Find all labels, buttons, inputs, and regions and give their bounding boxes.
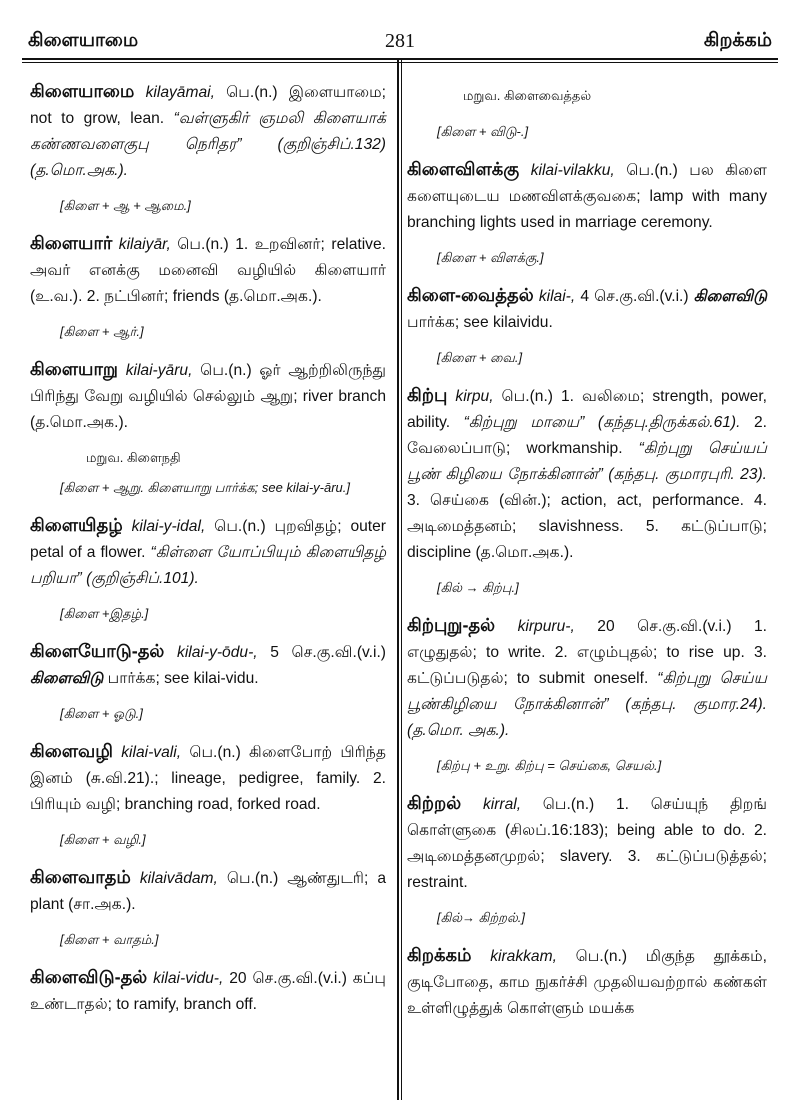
headword: கிற்புறு-தல் <box>407 615 496 635</box>
transliteration: kilai-yāru, <box>125 362 193 379</box>
dictionary-entry <box>30 964 386 1018</box>
definition: பெ.(n.) 1. உறவினர்; relative. அவர் எனக்கு மனைவி வழியில் கிளையார் (உ.வ.). 2. நட்பினர்; friends (த.மொ.அக.). <box>30 236 386 305</box>
definition: பெ.(n.) ஆண்துடரி; a plant (சா.அக.). <box>30 870 386 913</box>
etymology: [கிளை + விளக்கு.] <box>437 250 544 265</box>
synonym-note: மறுவ. கிளைவைத்தல் <box>463 88 592 103</box>
etymology: [கில்→ கிற்றல்.] <box>437 910 526 925</box>
etymology: [கிளை + வாதம்.] <box>60 932 159 947</box>
dictionary-entry <box>30 230 386 310</box>
dictionary-entry <box>30 78 386 184</box>
dictionary-entry <box>407 282 767 336</box>
definition-part: 2. வேலைப்பாடு; workmanship. <box>407 414 768 457</box>
headword: கிளையோடு-தல் <box>30 641 165 661</box>
dictionary-entry <box>30 512 386 592</box>
left-column <box>30 78 386 1028</box>
definition: பெ.(n.) ஓர் ஆற்றிலிருந்து பிரிந்து வேறு வழியில் செல்லும் ஆறு; river branch (த.மொ.அக.). <box>30 362 386 431</box>
dictionary-entry <box>407 612 767 744</box>
headword: கிளையாறு <box>30 359 118 379</box>
etymology: [கில் → கிற்பு.] <box>437 580 519 595</box>
transliteration: kirpu, <box>455 388 494 405</box>
transliteration: kilayāmai, <box>145 84 215 101</box>
definition-tail: பார்க்க; see kilaividu. <box>407 314 553 331</box>
definition: 4 செ.கு.வி.(v.i.) <box>575 288 694 305</box>
column-divider <box>397 60 399 1100</box>
right-column <box>407 78 767 1032</box>
etymology: [கிளை +இதழ்.] <box>60 606 149 621</box>
transliteration: kilaiyār, <box>118 236 171 253</box>
dictionary-entry <box>30 864 386 918</box>
cross-reference: கிளைவிடு <box>693 288 767 305</box>
transliteration: kilai-vilakku, <box>530 162 615 179</box>
transliteration: kirral, <box>482 796 522 813</box>
header-right-guide-word: கிறக்கம் <box>703 30 772 51</box>
headword: கிளைவாதம் <box>30 867 131 887</box>
transliteration: kirakkam, <box>490 948 557 965</box>
transliteration: kilai-vidu-, <box>153 970 224 987</box>
etymology: [கிளை + ஆர்.] <box>60 324 144 339</box>
dictionary-entry <box>407 382 767 566</box>
headword: கிற்பு <box>407 385 448 405</box>
header-rule-thin <box>22 62 778 63</box>
headword: கிறக்கம் <box>407 945 472 965</box>
cross-reference: கிளைவிடு <box>30 670 104 687</box>
definition: பெ.(n.) கிளைபோற் பிரிந்த இனம் (சு.வி.21).; lineage, pedigree, family. 2. பிரியும் வழி; branching road, forked road. <box>30 744 386 813</box>
header-rule <box>22 58 778 60</box>
etymology: [கிளை + ஆ + ஆமை.] <box>60 198 191 213</box>
definition: பெ.(n.) பல கிளை களையுடைய மணவிளக்குவகை; lamp with many branching lights used in marriage ceremony. <box>407 162 767 231</box>
transliteration: kilai-, <box>538 288 576 305</box>
etymology: [கிளை + ஓடு.] <box>60 706 143 721</box>
citation-quote: “வள்ளுகிர் ஞமலி கிளையாக் கண்ணவளைகுபு நெரிதர” (குறிஞ்சிப்.132) (த.மொ.அக.). <box>30 110 386 179</box>
definition: பெ.(n.) 1. செய்யுந் திறங் கொள்ளுகை (சிலப்.16:183); being able to do. 2. அடிமைத்தனமுறல்; slavery. 3. கட்டுப்படுத்தல்; restraint. <box>407 796 767 891</box>
headword: கிளை-வைத்தல் <box>407 285 534 305</box>
headword: கிளையார் <box>30 233 113 253</box>
page-number: 281 <box>385 30 415 52</box>
etymology: [கிளை + வை.] <box>437 350 523 365</box>
header-left-guide-word: கிளையாமை <box>28 30 139 51</box>
dictionary-entry <box>407 790 767 896</box>
definition-tail: பார்க்க; see kilai-vidu. <box>103 670 259 687</box>
headword: கிளைவழி <box>30 741 113 761</box>
citation-quote: “கிற்புறு செய்யப் பூண் கிழியை நோக்கினான்” (கந்தபு. குமாரபுரி. 23). <box>407 440 767 483</box>
headword: கிளையிதழ் <box>30 515 123 535</box>
definition: பெ.(n.) மிகுந்த தூக்கம், குடிபோதை, காம நுகர்ச்சி முதலியவற்றால் கண்கள் உள்ளிழுத்துக் கொள்ளும் மயக்க <box>407 948 767 1017</box>
dictionary-entry <box>30 356 386 436</box>
definition-part: 3. செய்கை (வின்.); action, act, performance. 4. அடிமைத்தனம்; slavishness. 5. கட்டுப்பாடு; discipline (த.மொ.அக.). <box>407 492 767 561</box>
definition: பெ.(n.) புறவிதழ்; outer petal of a flower. <box>30 518 386 561</box>
definition: 5 செ.கு.வி.(v.i.) <box>257 644 386 661</box>
transliteration: kilaivādam, <box>139 870 218 887</box>
transliteration: kilai-y-idal, <box>131 518 206 535</box>
definition: 20 செ.கு.வி.(v.i.) 1. எழுதுதல்; to write. 2. எழும்புதல்; to rise up. 3. கட்டுப்படுதல்; to submit oneself. <box>407 618 767 687</box>
dictionary-entry <box>30 638 386 692</box>
dictionary-entry <box>407 942 767 1022</box>
headword: கிளைவிடு-தல் <box>30 967 148 987</box>
etymology: [கிற்பு + உறு. கிற்பு = செய்கை, செயல்.] <box>437 758 662 773</box>
transliteration: kirpuru-, <box>517 618 575 635</box>
headword: கிளையாமை <box>30 81 135 101</box>
column-divider-thin <box>401 60 402 1100</box>
dictionary-entry <box>30 738 386 818</box>
citation-quote: “கிள்ளை யோப்பியும் கிளையிதழ் பறியா” (குறிஞ்சிப்.101). <box>30 544 387 587</box>
etymology: [கிளை + வழி.] <box>60 832 146 847</box>
dictionary-entry <box>407 156 767 236</box>
headword: கிளைவிளக்கு <box>407 159 520 179</box>
transliteration: kilai-vali, <box>121 744 182 761</box>
citation-quote: “கிற்புறு மாயை” (கந்தபு.திருக்கல்.61). <box>463 414 741 431</box>
citation-quote: “கிற்புறு செய்ய பூண்கிழியை நோக்கினான்” (கந்தபு. குமார.24). (த.மொ. அக.). <box>407 670 767 739</box>
page-header <box>0 0 800 62</box>
definition: பெ.(n.) 1. வலிமை; strength, power, ability. <box>407 388 767 431</box>
etymology: [கிளை + விடு-.] <box>437 124 529 139</box>
etymology: [கிளை + ஆறு. கிளையாறு பார்க்க; see kilai-y-āru.] <box>60 480 350 495</box>
definition: பெ.(n.) இளையாமை; not to grow, lean. <box>30 84 386 127</box>
headword: கிற்றல் <box>407 793 462 813</box>
definition: 20 செ.கு.வி.(v.i.) கப்பு உண்டாதல்; to ramify, branch off. <box>30 970 386 1013</box>
synonym-note: மறுவ. கிளைநதி <box>86 450 181 465</box>
transliteration: kilai-y-ōdu-, <box>177 644 258 661</box>
